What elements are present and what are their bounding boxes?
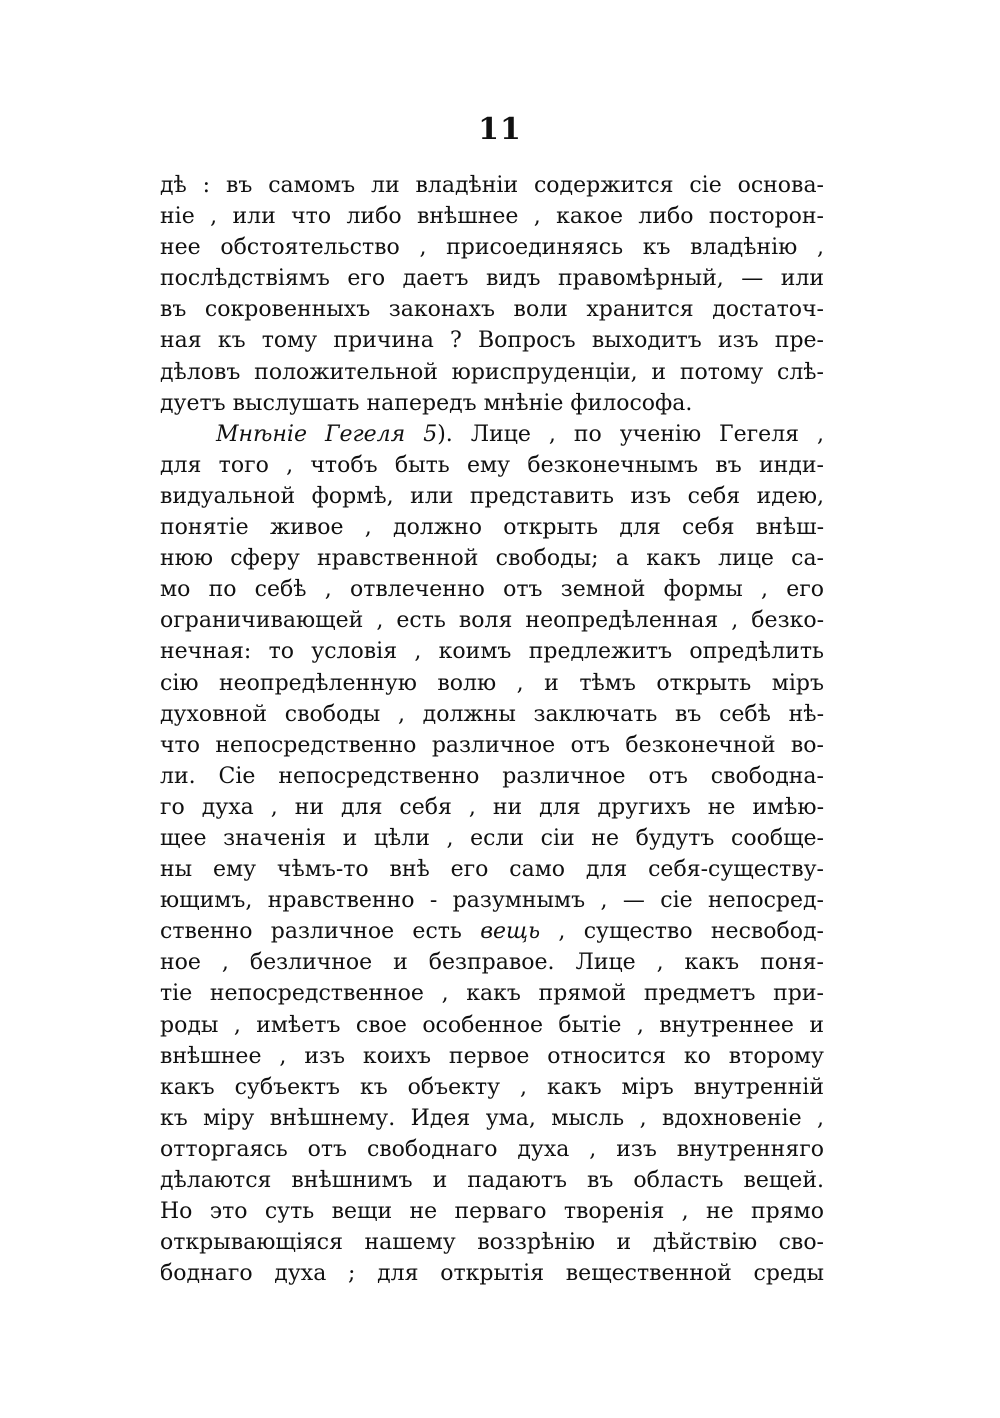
text-fragment: ). Лице , по ученію Гегеля , (437, 421, 824, 447)
text-line: Но это суть вещи не перваго творенія , не прямо (160, 1199, 824, 1225)
page-number: 11 (478, 112, 522, 147)
text-line: ное , безличное и безправое. Лице , какъ поня- (160, 950, 824, 976)
text-line (160, 916, 824, 947)
text-line: нюю сферу нравственной свободы; а какъ лице са- (160, 546, 824, 572)
paragraph-heading-line (160, 419, 824, 450)
text-line: тіе непосредственное , какъ прямой предметъ при- (160, 981, 824, 1007)
text-line: понятіе живое , должно открыть для себя внѣш- (160, 515, 824, 541)
text-line: видуальной формѣ, или представить изъ себя идею, (160, 483, 824, 509)
text-line: нее обстоятельство , присоединяясь къ владѣнію , (160, 235, 824, 261)
text-line: дѣ : въ самомъ ли владѣніи содержится сіе основа- (160, 173, 824, 198)
text-line: для того , чтобъ быть ему безконечнымъ въ инди- (160, 452, 824, 478)
text-line: къ міру внѣшнему. Идея ума, мысль , вдохновеніе , (160, 1105, 824, 1131)
text-line: что непосредственно различное отъ безконечной во- (160, 732, 824, 758)
text-line: роды , имѣетъ свое особенное бытіе , внутреннее и (160, 1012, 824, 1038)
text-line: послѣдствіямъ его даетъ видъ правомѣрный, — или (160, 266, 824, 292)
text-line: нечная: то условія , коимъ предлежитъ опредѣлить (160, 639, 824, 665)
text-line: дѣловъ положительной юриспруденціи, и потому слѣ- (160, 359, 824, 385)
text-line: внѣшнее , изъ коихъ первое относится ко второму (160, 1043, 824, 1069)
text-line: какъ субъектъ къ объекту , какъ міръ внутренній (160, 1074, 824, 1100)
text-line: духовной свободы , должны заключать въ себѣ нѣ- (160, 701, 824, 727)
text-line: боднаго духа ; для открытія вещественной среды (160, 1261, 824, 1287)
text-fragment: ственно различное есть (160, 919, 481, 945)
section-heading: Мнѣніе Гегеля (216, 421, 406, 447)
text-line: ная къ тому причина ? Вопросъ выходитъ изъ пре- (160, 328, 824, 354)
text-line: го духа , ни для себя , ни для другихъ не имѣю- (160, 794, 824, 820)
body-text (160, 170, 824, 1289)
emphasized-word: вещь (480, 919, 541, 945)
text-line: ющимъ, нравственно - разумнымъ , — сіе непосред- (160, 888, 824, 914)
text-line: сію неопредѣленную волю , и тѣмъ открыть міръ (160, 670, 824, 696)
text-line: отторгаясь отъ свободнаго духа , изъ внутренняго (160, 1136, 824, 1162)
text-line: ны ему чѣмъ-то внѣ его само для себя-существу- (160, 857, 824, 883)
text-line: ніе , или что либо внѣшнее , какое либо посторон- (160, 204, 824, 230)
text-fragment: , существо несвобод- (540, 919, 824, 945)
text-line: открывающіяся нашему воззрѣнію и дѣйствію сво- (160, 1230, 824, 1256)
text-line: ли. Сіе непосредственно различное отъ свободна- (160, 763, 824, 789)
text-line: щее значенія и цѣли , если сіи не будутъ сообще- (160, 825, 824, 851)
text-line: въ сокровенныхъ законахъ воли хранится достаточ- (160, 297, 824, 323)
footnote-ref: 5 (423, 421, 438, 447)
text-line: ограничивающей , есть воля неопредѣленная , безко- (160, 608, 824, 634)
text-line: дѣлаются внѣшнимъ и падаютъ въ область вещей. (160, 1168, 824, 1193)
text-line: мо по себѣ , отвлеченно отъ земной формы , его (160, 577, 824, 603)
text-line: дуетъ выслушать напередъ мнѣніе философа. (160, 390, 693, 416)
